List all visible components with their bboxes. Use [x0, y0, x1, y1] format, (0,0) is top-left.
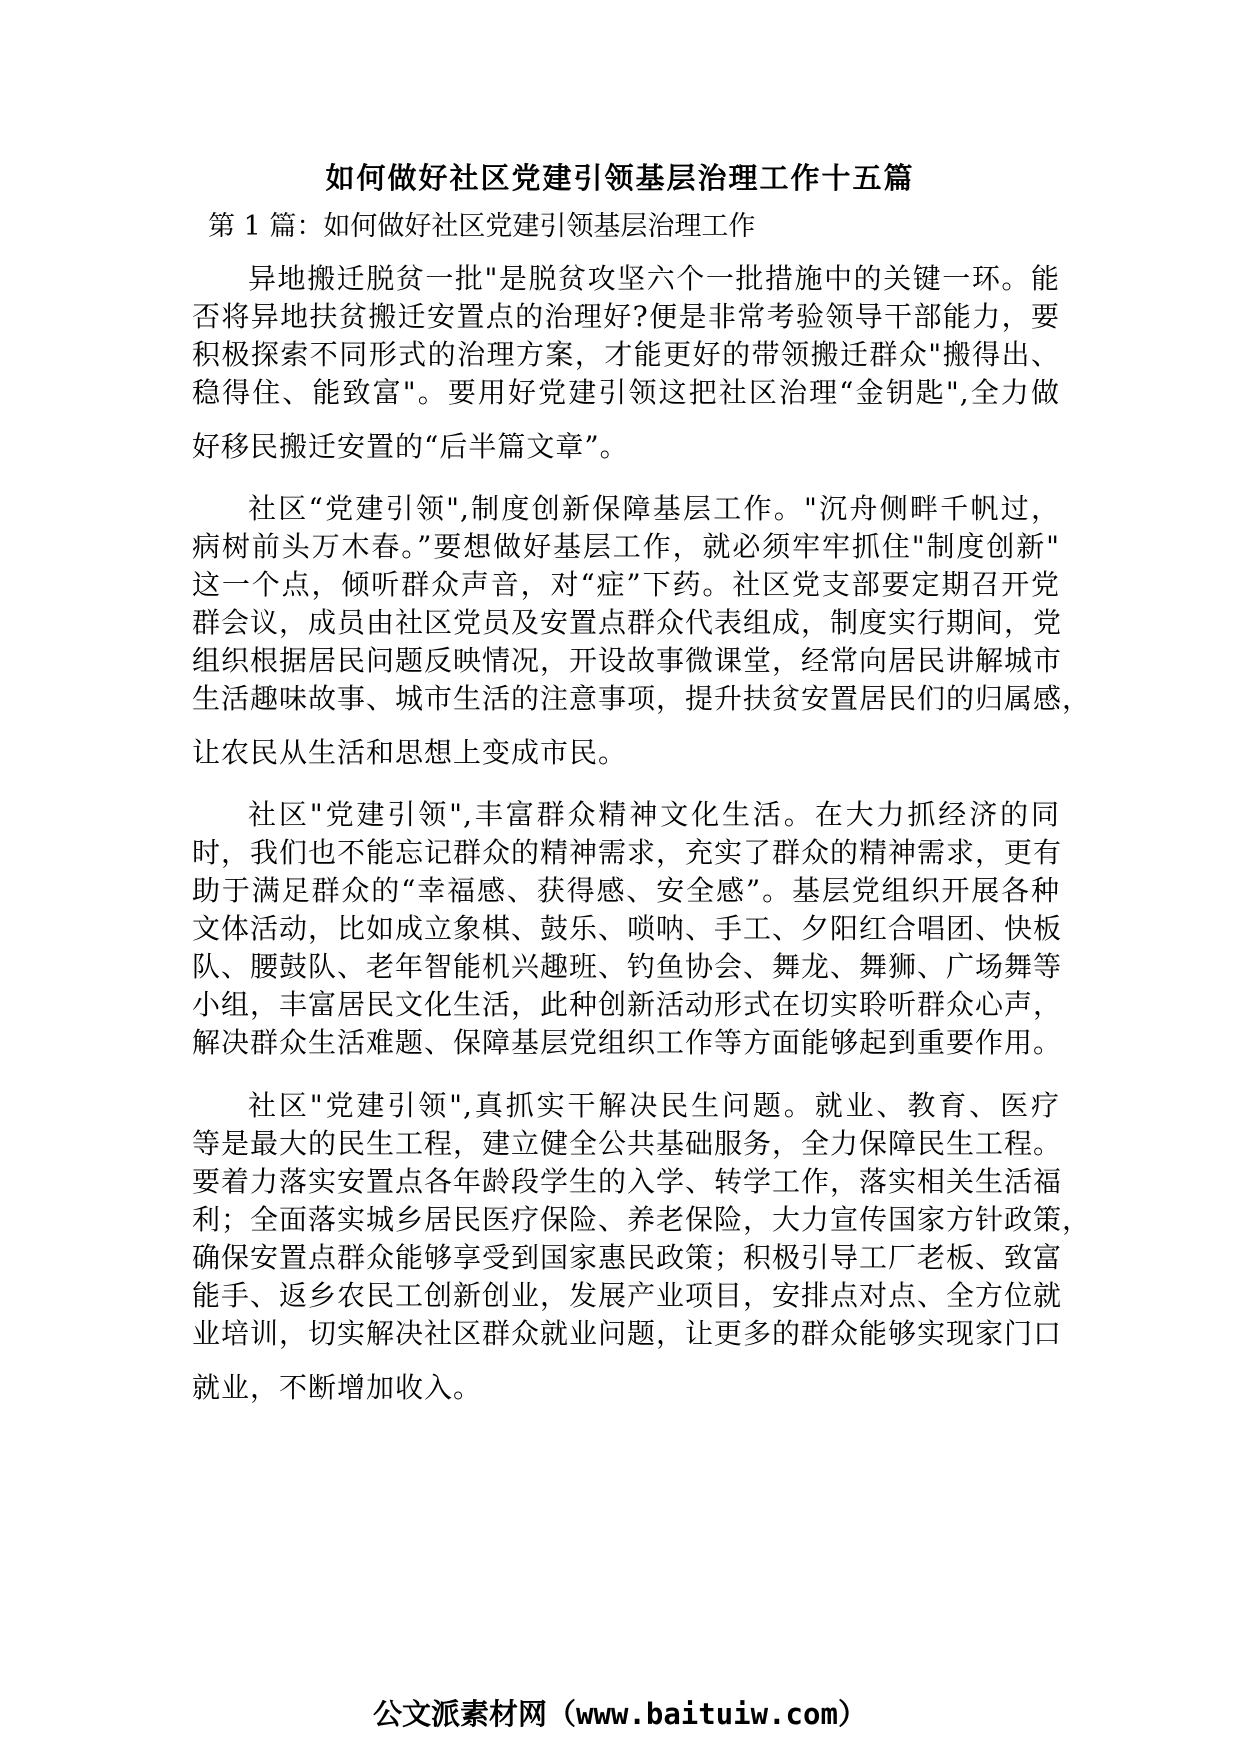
document-title: 如何做好社区党建引领基层治理工作十五篇	[325, 161, 915, 195]
paragraph-4	[192, 1087, 1092, 1407]
paragraph-line: 生活趣味故事、城市生活的注意事项，提升扶贫安置居民们的归属感，	[192, 682, 1092, 715]
paragraph-line: 等是最大的民生工程，建立健全公共基础服务，全力保障民生工程。	[192, 1127, 1063, 1160]
paragraph-line: 群会议，成员由社区党员及安置点群众代表组成，制度实行期间，党	[192, 606, 1063, 639]
paragraph-line: 时，我们也不能忘记群众的精神需求，充实了群众的精神需求，更有	[192, 836, 1063, 869]
paragraph-line: 就业，不断增加收入。	[192, 1371, 483, 1404]
paragraph-line: 小组，丰富居民文化生活，此种创新活动形式在切实聆听群众心声，	[192, 988, 1063, 1021]
paragraph-1	[192, 260, 1060, 466]
paragraph-line: 队、腰鼓队、老年智能机兴趣班、钓鱼协会、舞龙、舞狮、广场舞等	[192, 950, 1063, 983]
paragraph-line: 这一个点，倾听群众声音，对“症”下药。社区党支部要定期召开党	[192, 568, 1060, 601]
paragraph-2	[192, 490, 1092, 772]
paragraph-line: 让农民从生活和思想上变成市民。	[192, 736, 628, 769]
paragraph-line: 异地搬迁脱贫一批"是脱贫攻坚六个一批措施中的关键一环。能	[248, 262, 1060, 295]
paragraph-line: 积极探索不同形式的治理方案，才能更好的带领搬迁群众"搬得出、	[192, 338, 1060, 371]
paragraph-line: 利；全面落实城乡居民医疗保险、养老保险，大力宣传国家方针政策，	[192, 1203, 1092, 1236]
footer-site-credit: 公文派素材网（www.baituiw.com）	[373, 1697, 867, 1731]
paragraph-3	[192, 796, 1063, 1062]
paragraph-line: 文体活动，比如成立象棋、鼓乐、唢呐、手工、夕阳红合唱团、快板	[192, 912, 1063, 945]
paragraph-line: 社区“党建引领",制度创新保障基层工作。"沉舟侧畔千帆过，	[248, 492, 1060, 525]
paragraph-line: 助于满足群众的“幸福感、获得感、安全感”。基层党组织开展各种	[192, 874, 1060, 907]
paragraph-line: 否将异地扶贫搬迁安置点的治理好?便是非常考验领导干部能力，要	[192, 300, 1060, 333]
paragraph-line: 解决群众生活难题、保障基层党组织工作等方面能够起到重要作用。	[192, 1026, 1063, 1059]
paragraph-line: 社区"党建引领",丰富群众精神文化生活。在大力抓经济的同	[248, 798, 1060, 831]
paragraph-line: 要着力落实安置点各年龄段学生的入学、转学工作，落实相关生活福	[192, 1165, 1063, 1198]
paragraph-line: 病树前头万木春。”要想做好基层工作，就必须牢牢抓住"制度创新"	[192, 530, 1060, 563]
paragraph-line: 组织根据居民问题反映情况，开设故事微课堂，经常向居民讲解城市	[192, 644, 1063, 677]
paragraph-line: 确保安置点群众能够享受到国家惠民政策；积极引导工厂老板、致富	[192, 1241, 1063, 1274]
paragraph-line: 好移民搬迁安置的“后半篇文章”。	[192, 430, 629, 463]
section-subtitle: 第 1 篇：如何做好社区党建引领基层治理工作	[208, 211, 756, 242]
paragraph-line: 能手、返乡农民工创新创业，发展产业项目，安排点对点、全方位就	[192, 1279, 1063, 1312]
paragraph-line: 业培训，切实解决社区群众就业问题，让更多的群众能够实现家门口	[192, 1317, 1063, 1350]
paragraph-line: 社区"党建引领",真抓实干解决民生问题。就业、教育、医疗	[248, 1089, 1060, 1122]
paragraph-line: 稳得住、能致富"。要用好党建引领这把社区治理“金钥匙",全力做	[192, 376, 1060, 409]
